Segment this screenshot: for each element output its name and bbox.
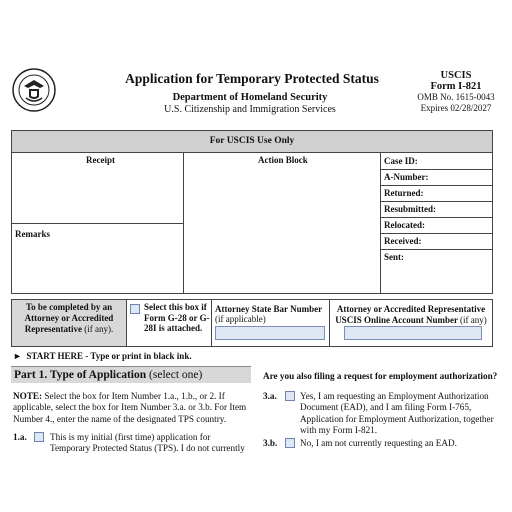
play-arrow-icon: ► (13, 351, 22, 361)
form-id-block (410, 70, 502, 114)
expiration-date: Expires 02/28/2027 (420, 103, 492, 113)
case-id-label: Case ID: (384, 156, 418, 166)
part1-title: Part 1. Type of Application (14, 369, 147, 381)
uscis-use-only-section (11, 130, 493, 294)
item-3a-text: Yes, I am requesting an Employment Authorization Document (EAD), and I am filing Form I-765, Application for Employment Authorization, together with my Form I-821. (300, 391, 494, 436)
attorney-completed-text: To be completed by an Attorney or Accredited Representative (24, 302, 114, 334)
part1-note: (select one) (149, 369, 203, 381)
g28-label: Select this box if Form G-28 or G-28I is attached. (144, 302, 210, 333)
agency-name: U.S. Citizenship and Immigration Services (164, 104, 336, 115)
form-number: Form I-821 (430, 81, 482, 92)
part1-heading (11, 366, 251, 383)
item-1a-checkbox[interactable] (34, 432, 44, 442)
part1-instructions (13, 391, 249, 425)
dhs-seal-icon (12, 68, 56, 112)
attorney-if-any: (if any). (84, 324, 114, 334)
account-number-text: Attorney or Accredited Representative USCIS Online Account Number (335, 304, 486, 325)
item-3b-text: No, I am not currently requesting an EAD. (300, 438, 457, 448)
account-number-label (334, 304, 488, 326)
bar-number-label: Attorney State Bar Number (215, 304, 323, 314)
account-number-input[interactable] (344, 326, 482, 340)
item-1a-text: This is my initial (first time) application for Temporary Protected Status (TPS). I do not currently (50, 432, 245, 454)
start-here-instruction (13, 351, 192, 361)
returned-label: Returned: (384, 188, 424, 198)
item-3b-number: 3.b. (263, 438, 278, 448)
note-text: Select the box for Item Number 1.a., 1.b., or 2. If applicable, select the box for Item Number 3.a. or 3.b. For Item Number 4., enter the name of the designated TPS country. (13, 391, 247, 424)
item-3b-checkbox[interactable] (285, 438, 295, 448)
bar-number-note: (if applicable) (215, 314, 266, 324)
resubmitted-label: Resubmitted: (384, 204, 436, 214)
ead-question: Are you also filing a request for employment authorization? (263, 371, 498, 381)
start-here-text: START HERE - Type or print in black ink. (26, 351, 192, 361)
attorney-section (11, 299, 493, 347)
g28-checkbox[interactable] (130, 304, 140, 314)
department-name: Department of Homeland Security (172, 92, 328, 103)
received-label: Received: (384, 236, 422, 246)
action-block-label: Action Block (258, 155, 308, 165)
a-number-label: A-Number: (384, 172, 429, 182)
attorney-completed-by (12, 300, 127, 346)
uscis-use-heading: For USCIS Use Only (12, 131, 492, 153)
agency-short: USCIS (440, 70, 472, 81)
remarks-label: Remarks (15, 229, 50, 239)
account-number-note: (if any) (460, 315, 487, 325)
item-3a-checkbox[interactable] (285, 391, 295, 401)
note-label: NOTE: (13, 391, 43, 401)
form-title: Application for Temporary Protected Status (125, 71, 379, 86)
sent-label: Sent: (384, 252, 404, 262)
item-3a-number: 3.a. (263, 391, 277, 401)
relocated-label: Relocated: (384, 220, 425, 230)
bar-number-input[interactable] (215, 326, 325, 340)
account-number-cell (330, 300, 492, 346)
item-1a-number: 1.a. (13, 432, 27, 442)
g28-cell (127, 300, 212, 346)
receipt-label: Receipt (86, 155, 115, 165)
omb-number: OMB No. 1615-0043 (417, 92, 495, 102)
bar-number-cell (212, 300, 330, 346)
